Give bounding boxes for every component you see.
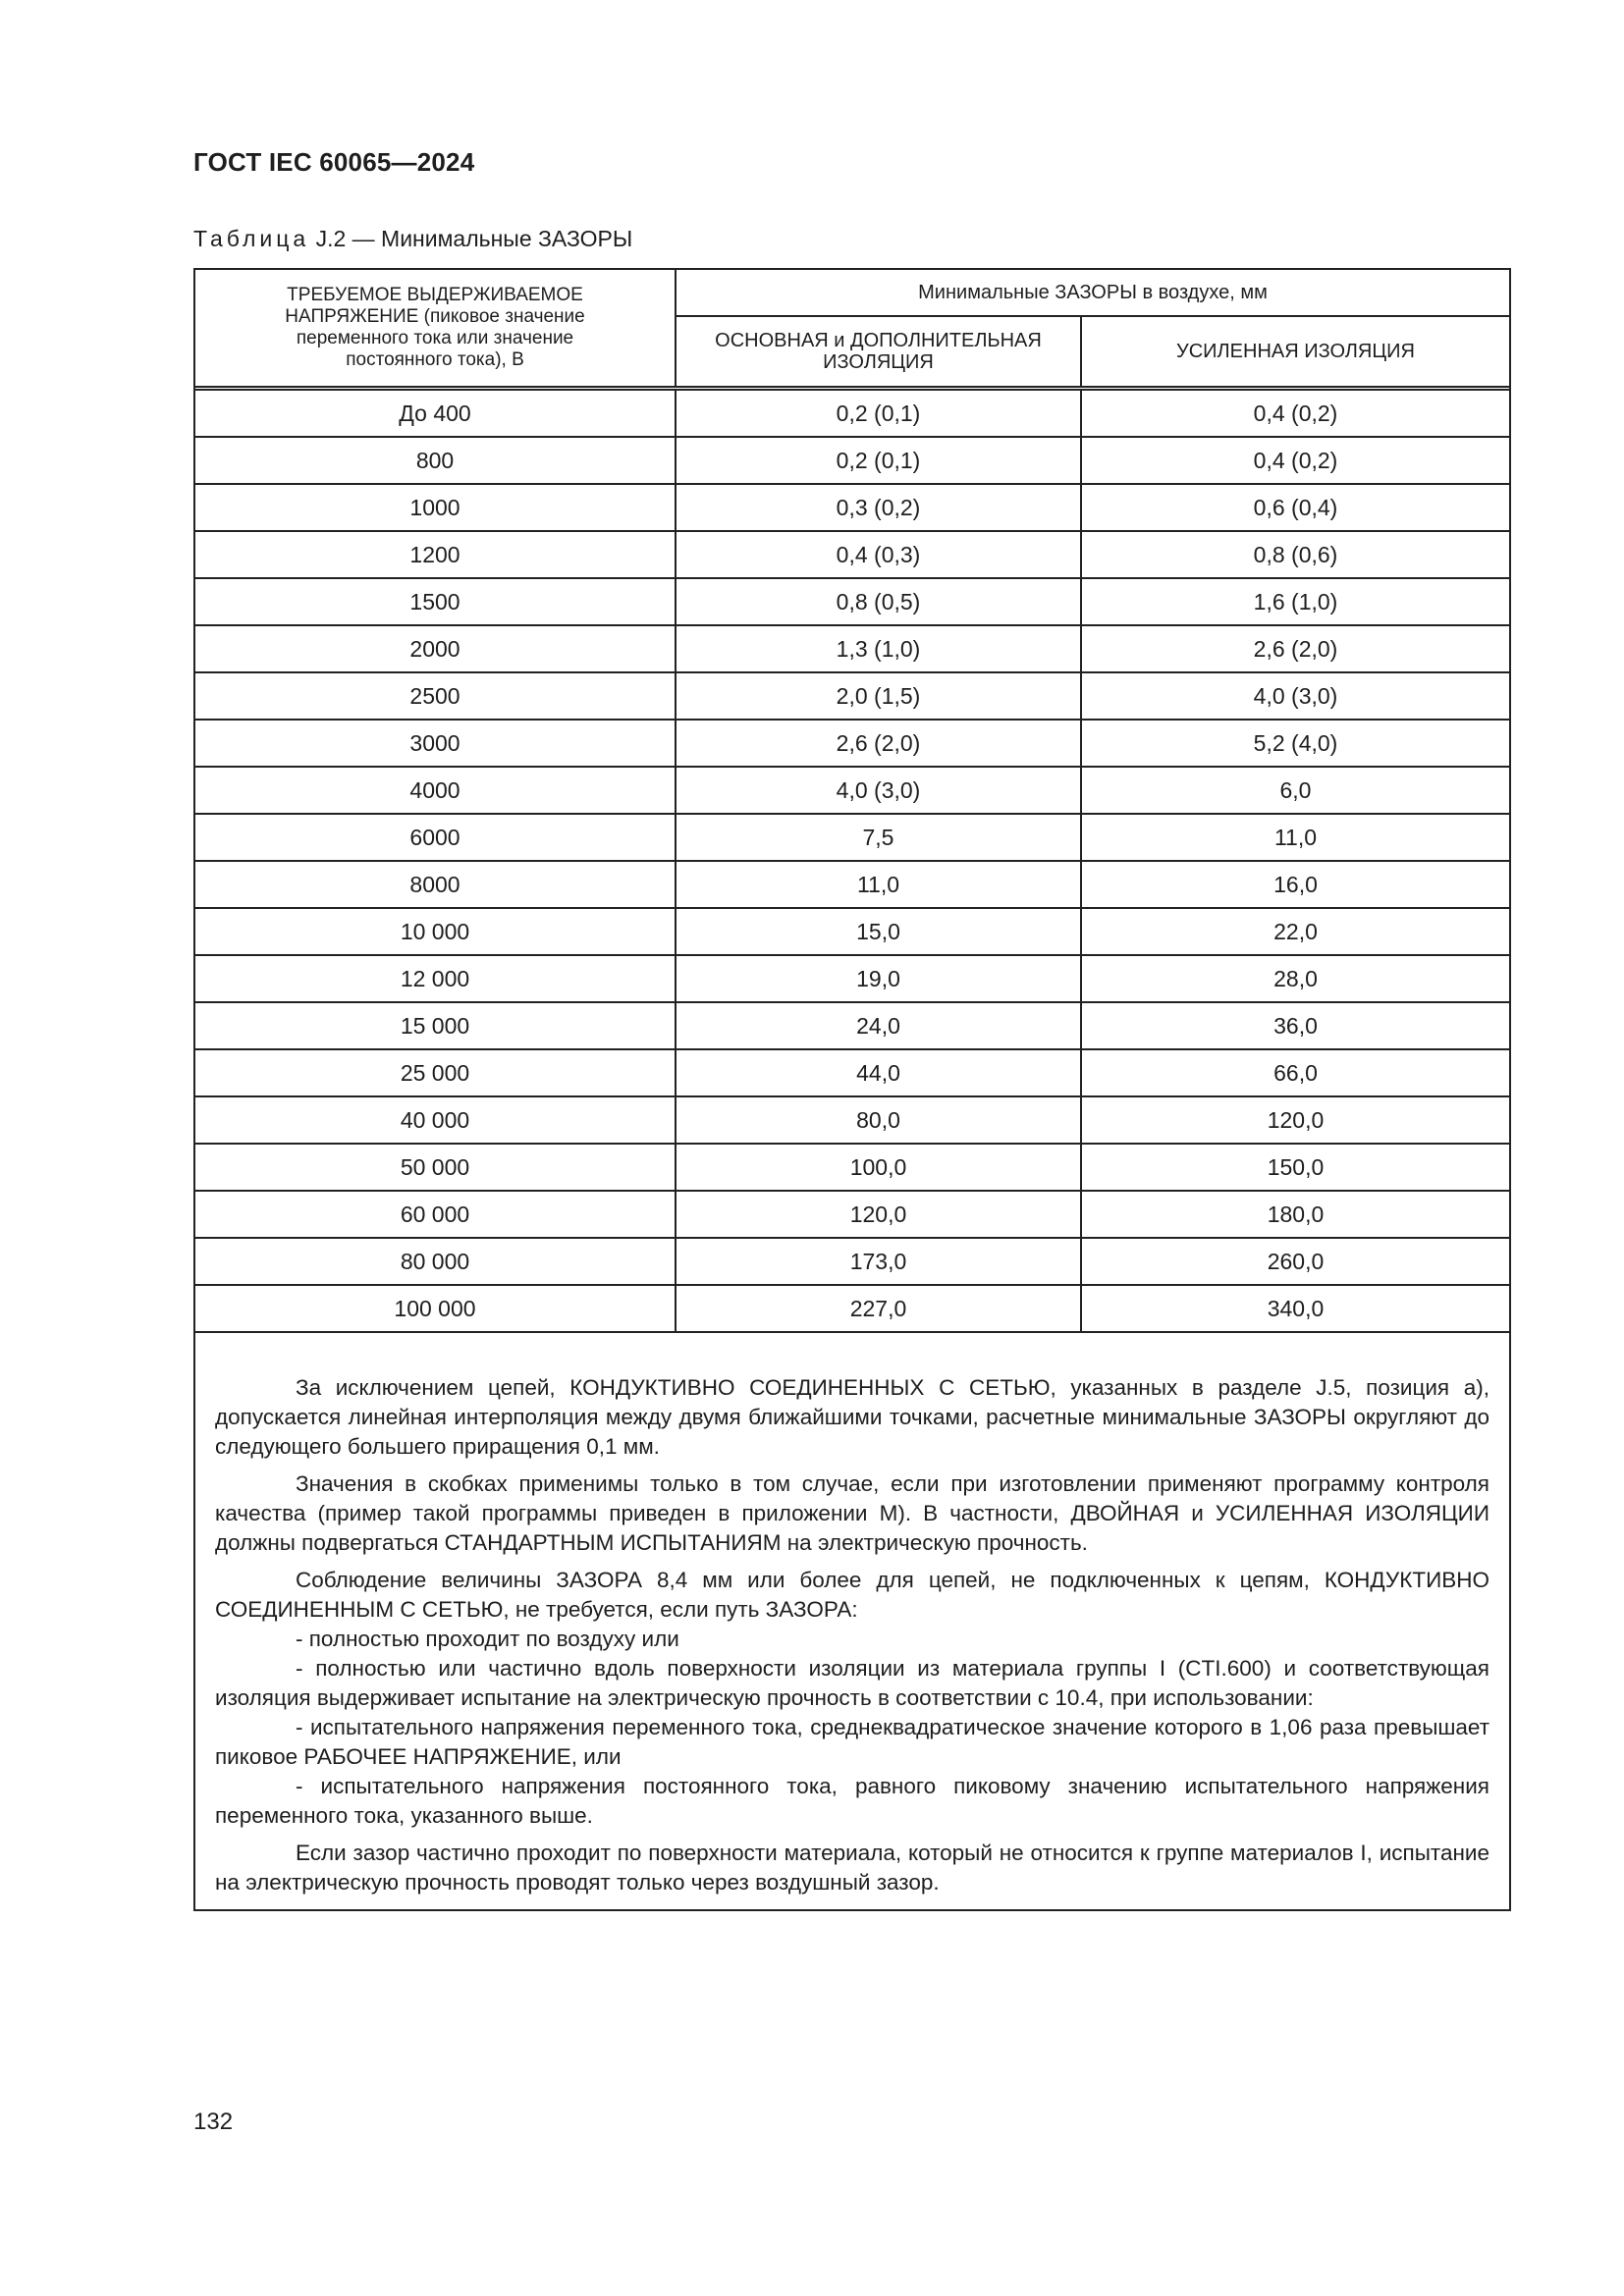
cell-voltage: 12 000 xyxy=(195,955,676,1002)
cell-reinforced-clearance: 0,8 (0,6) xyxy=(1081,531,1509,578)
cell-voltage: 2000 xyxy=(195,625,676,672)
cell-voltage: 4000 xyxy=(195,767,676,814)
cell-basic-clearance: 0,3 (0,2) xyxy=(676,484,1081,531)
table-row xyxy=(195,720,1509,767)
note-bullet-4: - испытательного напряжения постоянного тока, равного пиковому значению испытательного напряжения переменного тока, указанного выше. xyxy=(215,1774,1489,1828)
table-row xyxy=(195,767,1509,814)
document-header: ГОСТ IEC 60065—2024 xyxy=(193,147,475,177)
cell-basic-clearance: 0,8 (0,5) xyxy=(676,578,1081,625)
cell-reinforced-clearance: 260,0 xyxy=(1081,1238,1509,1285)
table-row xyxy=(195,1144,1509,1191)
table-row xyxy=(195,389,1509,438)
cell-voltage: 2500 xyxy=(195,672,676,720)
cell-basic-clearance: 0,2 (0,1) xyxy=(676,389,1081,438)
table-row xyxy=(195,625,1509,672)
cell-voltage: 40 000 xyxy=(195,1096,676,1144)
cell-reinforced-clearance: 150,0 xyxy=(1081,1144,1509,1191)
cell-basic-clearance: 173,0 xyxy=(676,1238,1081,1285)
cell-reinforced-clearance: 11,0 xyxy=(1081,814,1509,861)
column-group-header: Минимальные ЗАЗОРЫ в воздухе, мм xyxy=(676,270,1509,316)
cell-voltage: 1500 xyxy=(195,578,676,625)
table-row xyxy=(195,1238,1509,1285)
cell-voltage: 8000 xyxy=(195,861,676,908)
cell-basic-clearance: 15,0 xyxy=(676,908,1081,955)
table-notes xyxy=(215,1373,1489,1905)
note-bullet-1: - полностью проходит по воздуху или xyxy=(296,1627,679,1651)
note-paragraph-3: Соблюдение величины ЗАЗОРА 8,4 мм или более для цепей, не подключенных к цепям, КОНДУКТИВНО СОЕДИНЕННЫМ С СЕТЬЮ, не требуется, если путь ЗАЗОРА: xyxy=(215,1568,1489,1622)
note-paragraph-4: Если зазор частично проходит по поверхности материала, который не относится к группе материалов I, испытание на электрическую прочность проводят только через воздушный зазор. xyxy=(215,1841,1489,1895)
cell-basic-clearance: 0,2 (0,1) xyxy=(676,437,1081,484)
cell-reinforced-clearance: 6,0 xyxy=(1081,767,1509,814)
column-header-basic: ОСНОВНАЯ и ДОПОЛНИТЕЛЬНАЯ ИЗОЛЯЦИЯ xyxy=(676,316,1081,389)
cell-voltage: 100 000 xyxy=(195,1285,676,1332)
note-bullet-2: - полностью или частично вдоль поверхности изоляции из материала группы I (CTI.600) и соответствующая изоляция выдерживает испытание на электрическую прочность в соответствии с 10.4, при использовании: xyxy=(215,1656,1489,1710)
cell-basic-clearance: 11,0 xyxy=(676,861,1081,908)
table-header-row xyxy=(195,270,1509,316)
cell-basic-clearance: 19,0 xyxy=(676,955,1081,1002)
cell-basic-clearance: 44,0 xyxy=(676,1049,1081,1096)
cell-voltage: 60 000 xyxy=(195,1191,676,1238)
page-number: 132 xyxy=(193,2109,234,2135)
cell-reinforced-clearance: 66,0 xyxy=(1081,1049,1509,1096)
table-row xyxy=(195,814,1509,861)
cell-basic-clearance: 2,6 (2,0) xyxy=(676,720,1081,767)
note-paragraph-1: За исключением цепей, КОНДУКТИВНО СОЕДИНЕННЫХ С СЕТЬЮ, указанных в разделе J.5, позиция а), допускается линейная интерполяция между двумя ближайшими точками, расчетные минимальные ЗАЗОРЫ округляют до следующего большего приращения 0,1 мм. xyxy=(215,1375,1489,1459)
table-row xyxy=(195,672,1509,720)
table-row xyxy=(195,908,1509,955)
cell-voltage: 80 000 xyxy=(195,1238,676,1285)
cell-reinforced-clearance: 120,0 xyxy=(1081,1096,1509,1144)
note-paragraph-2: Значения в скобках применимы только в том случае, если при изготовлении применяют программу контроля качества (пример такой программы приведен в приложении М). В частности, ДВОЙНАЯ и УСИЛЕННАЯ ИЗОЛЯЦИИ должны подвергаться СТАНДАРТНЫМ ИСПЫТАНИЯМ на электрическую прочность. xyxy=(215,1471,1489,1555)
cell-reinforced-clearance: 5,2 (4,0) xyxy=(1081,720,1509,767)
table-row xyxy=(195,1191,1509,1238)
clearance-table xyxy=(195,270,1509,1333)
cell-basic-clearance: 24,0 xyxy=(676,1002,1081,1049)
cell-reinforced-clearance: 0,4 (0,2) xyxy=(1081,389,1509,438)
cell-reinforced-clearance: 28,0 xyxy=(1081,955,1509,1002)
caption-text: J.2 — Минимальные ЗАЗОРЫ xyxy=(315,226,633,251)
cell-reinforced-clearance: 1,6 (1,0) xyxy=(1081,578,1509,625)
cell-reinforced-clearance: 22,0 xyxy=(1081,908,1509,955)
cell-reinforced-clearance: 4,0 (3,0) xyxy=(1081,672,1509,720)
column-header-voltage: ТРЕБУЕМОЕ ВЫДЕРЖИВАЕМОЕ НАПРЯЖЕНИЕ (пиковое значение переменного тока или значение постоянного тока), В xyxy=(195,270,676,389)
table-row xyxy=(195,484,1509,531)
cell-reinforced-clearance: 36,0 xyxy=(1081,1002,1509,1049)
cell-reinforced-clearance: 2,6 (2,0) xyxy=(1081,625,1509,672)
cell-reinforced-clearance: 340,0 xyxy=(1081,1285,1509,1332)
table-row xyxy=(195,1002,1509,1049)
cell-voltage: 1200 xyxy=(195,531,676,578)
cell-voltage: 1000 xyxy=(195,484,676,531)
cell-voltage: 50 000 xyxy=(195,1144,676,1191)
cell-basic-clearance: 2,0 (1,5) xyxy=(676,672,1081,720)
table-row xyxy=(195,1285,1509,1332)
table-row xyxy=(195,531,1509,578)
table-row xyxy=(195,1049,1509,1096)
cell-basic-clearance: 227,0 xyxy=(676,1285,1081,1332)
cell-voltage: 15 000 xyxy=(195,1002,676,1049)
table-row xyxy=(195,437,1509,484)
cell-reinforced-clearance: 180,0 xyxy=(1081,1191,1509,1238)
cell-basic-clearance: 0,4 (0,3) xyxy=(676,531,1081,578)
cell-voltage: 25 000 xyxy=(195,1049,676,1096)
note-bullet-3: - испытательного напряжения переменного тока, среднеквадратическое значение которого в 1,06 раза превышает пиковое РАБОЧЕЕ НАПРЯЖЕНИЕ, или xyxy=(215,1715,1489,1769)
cell-reinforced-clearance: 0,6 (0,4) xyxy=(1081,484,1509,531)
caption-prefix: Таблица xyxy=(193,226,310,251)
cell-basic-clearance: 1,3 (1,0) xyxy=(676,625,1081,672)
column-header-reinforced: УСИЛЕННАЯ ИЗОЛЯЦИЯ xyxy=(1081,316,1509,389)
table-caption xyxy=(193,226,632,252)
table-row xyxy=(195,578,1509,625)
cell-basic-clearance: 4,0 (3,0) xyxy=(676,767,1081,814)
cell-basic-clearance: 80,0 xyxy=(676,1096,1081,1144)
cell-basic-clearance: 120,0 xyxy=(676,1191,1081,1238)
cell-voltage: 10 000 xyxy=(195,908,676,955)
cell-voltage: 6000 xyxy=(195,814,676,861)
cell-voltage: До 400 xyxy=(195,389,676,438)
cell-basic-clearance: 7,5 xyxy=(676,814,1081,861)
cell-voltage: 3000 xyxy=(195,720,676,767)
table-row xyxy=(195,1096,1509,1144)
table-frame xyxy=(193,268,1511,1911)
table-row xyxy=(195,861,1509,908)
table-row xyxy=(195,955,1509,1002)
cell-reinforced-clearance: 0,4 (0,2) xyxy=(1081,437,1509,484)
cell-basic-clearance: 100,0 xyxy=(676,1144,1081,1191)
cell-voltage: 800 xyxy=(195,437,676,484)
cell-reinforced-clearance: 16,0 xyxy=(1081,861,1509,908)
